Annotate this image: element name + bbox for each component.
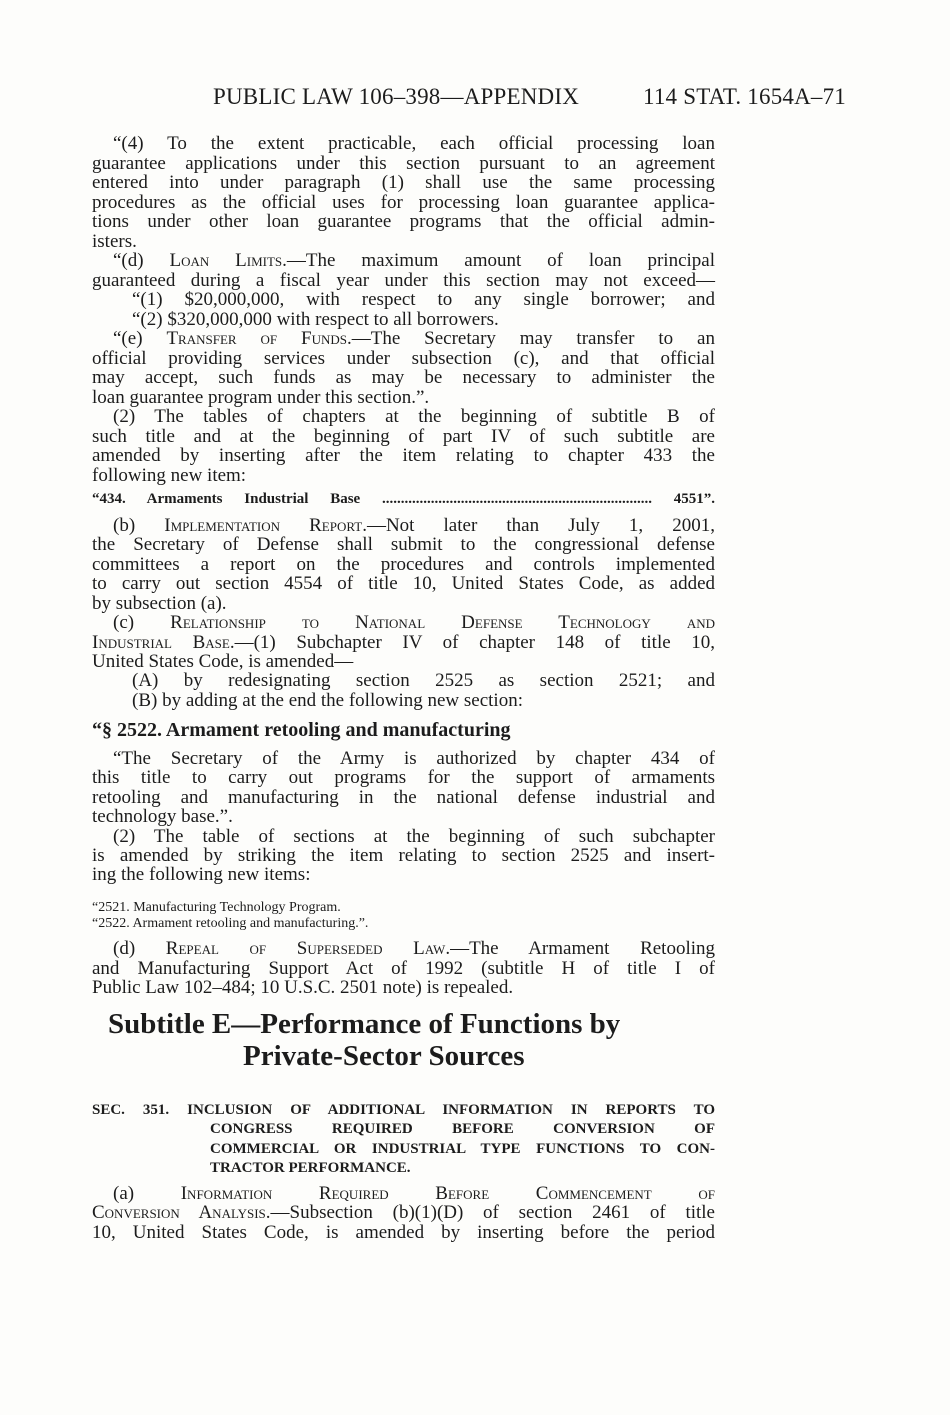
text-segment: “(d) — [113, 250, 170, 271]
text-line — [92, 446, 715, 466]
text-segment: “(2) $320,000,000 with respect to all borrowers. — [132, 309, 499, 330]
section-heading — [92, 720, 511, 740]
text-segment: “The Secretary of the Army is authorized by chapter 434 of — [113, 748, 715, 769]
text-segment: (d) — [113, 938, 166, 959]
small-caps-heading: Industrial Base — [92, 632, 230, 653]
section-title — [210, 1139, 715, 1159]
text-line — [92, 914, 368, 934]
text-line — [92, 212, 715, 232]
section-title — [210, 1158, 411, 1178]
text-segment: official providing services under subsection (c), and that official — [92, 348, 715, 369]
text-line — [92, 865, 310, 885]
text-segment: TRACTOR PERFORMANCE. — [210, 1160, 411, 1176]
text-line — [113, 827, 715, 847]
text-line — [113, 134, 715, 154]
text-segment: is amended by striking the item relating to section 2525 and insert- — [92, 845, 715, 866]
text-segment: COMMERCIAL OR INDUSTRIAL TYPE FUNCTIONS TO CON- — [210, 1141, 715, 1157]
small-caps-heading: Conversion Analysis — [92, 1202, 266, 1223]
text-segment: committees a report on the procedures and controls implemented — [92, 554, 715, 575]
text-segment: Public Law 102–484; 10 U.S.C. 2501 note) is repealed. — [92, 977, 514, 998]
text-line — [92, 535, 715, 555]
text-segment: this title to carry out programs for the support of armaments — [92, 767, 715, 788]
text-line — [92, 466, 246, 486]
text-segment: .—The maximum amount of loan principal — [282, 250, 715, 271]
text-segment: by subsection (a). — [92, 593, 227, 614]
subtitle-heading — [243, 1040, 525, 1072]
text-line — [113, 516, 715, 536]
text-segment: amended by inserting after the item relating to chapter 433 the — [92, 445, 715, 466]
text-line — [113, 613, 715, 633]
text-segment: (2) The tables of chapters at the beginning of subtitle B of — [113, 406, 715, 427]
text-line — [92, 1223, 715, 1243]
section-title — [92, 1100, 715, 1120]
text-segment: (B) by adding at the end the following new section: — [132, 690, 523, 711]
text-line — [92, 368, 715, 388]
text-segment: Private-Sector Sources — [243, 1040, 525, 1072]
small-caps-heading: Relationship to National Defense Technology and — [170, 612, 715, 633]
text-segment: ing the following new items: — [92, 864, 311, 885]
text-segment: .—The Armament Retooling — [445, 938, 716, 959]
text-segment: and Manufacturing Support Act of 1992 (subtitle H of title I of — [92, 958, 715, 979]
text-line — [92, 788, 715, 808]
text-segment: procedures as the official uses for processing loan guarantee applica- — [92, 192, 715, 213]
text-segment: .—Not later than July 1, 2001, — [362, 515, 716, 536]
text-line — [92, 388, 429, 408]
text-line — [92, 349, 715, 369]
text-line — [92, 807, 233, 827]
text-line — [113, 407, 715, 427]
text-segment: following new item: — [92, 465, 247, 486]
text-line — [113, 1184, 715, 1204]
text-line — [92, 959, 715, 979]
text-line — [92, 173, 715, 193]
text-segment: entered into under paragraph (1) shall use the same processing — [92, 172, 715, 193]
text-segment: Subtitle E—Performance of Functions by — [108, 1008, 621, 1040]
text-segment: .—(1) Subchapter IV of chapter 148 of title 10, — [229, 632, 715, 653]
text-line — [92, 978, 513, 998]
text-segment: (c) — [113, 612, 171, 633]
text-segment: “(e) — [113, 328, 167, 349]
text-segment: tions under other loan guarantee programs that the official admin- — [92, 211, 715, 232]
small-caps-heading: Repeal of Superseded Law — [165, 938, 446, 959]
text-segment: guaranteed during a fiscal year under this section may not exceed— — [92, 270, 715, 291]
text-line — [92, 271, 715, 291]
text-line — [92, 489, 715, 509]
text-segment: retooling and manufacturing in the national defense industrial and — [92, 787, 715, 808]
text-segment: such title and at the beginning of part IV of such subtitle are — [92, 426, 715, 447]
text-segment: loan guarantee program under this section.”. — [92, 387, 430, 408]
text-line — [92, 594, 227, 614]
text-line — [92, 232, 137, 252]
text-segment: the Secretary of Defense shall submit to the congressional defense — [92, 534, 715, 555]
text-segment: United States Code, is amended— — [92, 651, 354, 672]
text-segment: SEC. 351. INCLUSION OF ADDITIONAL INFORMATION IN REPORTS TO — [92, 1102, 715, 1118]
subtitle-heading — [108, 1008, 621, 1040]
text-segment: “434. Armaments Industrial Base ........................................................................ 4551”. — [92, 491, 715, 507]
text-segment: .—Subsection (b)(1)(D) of section 2461 of title — [265, 1202, 715, 1223]
text-line — [113, 251, 715, 271]
text-segment: “2522. Armament retooling and manufacturing.”. — [92, 916, 369, 931]
text-line — [113, 749, 715, 769]
page-number: 114 STAT. 1654A–71 — [643, 84, 847, 109]
text-segment: “(4) To the extent practicable, each official processing loan — [113, 133, 715, 154]
running-header-title: PUBLIC LAW 106–398—APPENDIX — [213, 84, 580, 109]
text-segment: to carry out section 4554 of title 10, United States Code, as added — [92, 573, 715, 594]
text-segment: 10, United States Code, is amended by inserting before the period — [92, 1222, 715, 1243]
text-line — [132, 290, 715, 310]
text-line — [92, 154, 715, 174]
text-segment: (A) by redesignating section 2525 as section 2521; and — [132, 670, 715, 691]
text-segment: may accept, such funds as may be necessary to administer the — [92, 367, 715, 388]
small-caps-heading: Transfer of Funds — [166, 328, 347, 349]
text-segment: guarantee applications under this section pursuant to an agreement — [92, 153, 715, 174]
text-line — [92, 427, 715, 447]
text-line — [92, 1203, 715, 1223]
text-segment: “2521. Manufacturing Technology Program. — [92, 900, 341, 915]
text-segment: CONGRESS REQUIRED BEFORE CONVERSION OF — [210, 1121, 715, 1137]
text-line — [92, 652, 353, 672]
text-segment: (2) The table of sections at the beginning of such subchapter — [113, 826, 715, 847]
section-title — [210, 1119, 715, 1139]
text-segment: .—The Secretary may transfer to an — [346, 328, 715, 349]
text-segment: isters. — [92, 231, 137, 252]
text-line — [92, 633, 715, 653]
text-segment: “(1) $20,000,000, with respect to any single borrower; and — [132, 289, 715, 310]
small-caps-heading: Information Required Before Commencement of — [180, 1183, 715, 1204]
small-caps-heading: Loan Limits — [169, 250, 283, 271]
text-line — [92, 846, 715, 866]
small-caps-heading: Implementation Report — [164, 515, 363, 536]
text-line — [132, 310, 499, 330]
text-line — [92, 555, 715, 575]
text-segment: (b) — [113, 515, 165, 536]
text-line — [92, 574, 715, 594]
text-line — [92, 193, 715, 213]
text-line — [113, 939, 715, 959]
text-line — [132, 691, 523, 711]
text-segment: “§ 2522. Armament retooling and manufacturing — [92, 719, 511, 741]
text-line — [92, 768, 715, 788]
text-segment: (a) — [113, 1183, 181, 1204]
text-line — [132, 671, 715, 691]
text-segment: technology base.”. — [92, 806, 233, 827]
text-line — [113, 329, 715, 349]
